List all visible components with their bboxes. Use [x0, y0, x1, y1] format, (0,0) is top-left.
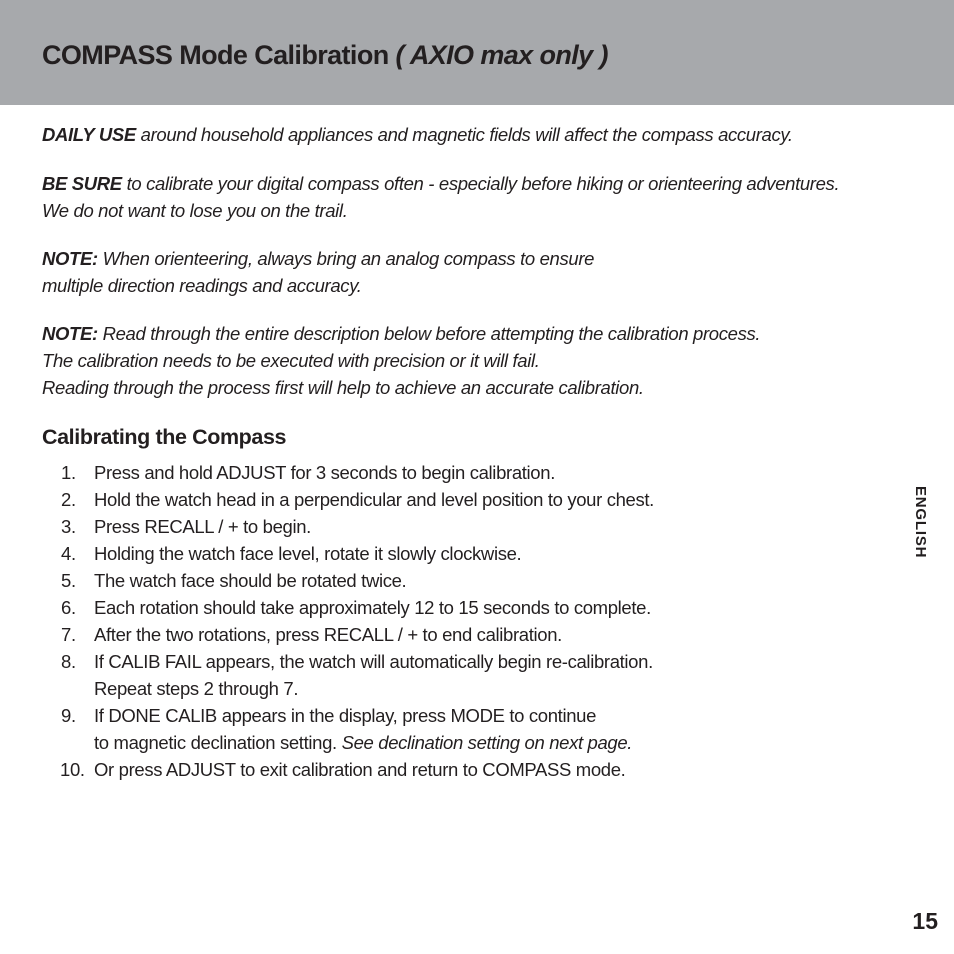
title-suffix: ( AXIO max only ): [395, 40, 608, 70]
paragraph-text: When orienteering, always bring an analog compass to ensure: [102, 248, 595, 269]
list-item: [42, 702, 654, 756]
paragraph-text: to calibrate your digital compass often - especially before hiking or orienteering adventures.: [126, 173, 840, 194]
page-title: [42, 40, 608, 71]
paragraph-text: Read through the entire description below before attempting the calibration process.: [102, 323, 761, 344]
step-number: 5.: [61, 570, 76, 591]
step-text: If CALIB FAIL appears, the watch will automatically begin re-calibration.: [94, 651, 653, 672]
step-text: If DONE CALIB appears in the display, press MODE to continue: [94, 705, 597, 726]
step-text: Repeat steps 2 through 7.: [94, 678, 299, 699]
paragraph-text: Reading through the process first will help to achieve an accurate calibration.: [42, 377, 644, 398]
list-item: [42, 648, 654, 702]
step-italic-reference: See declination setting on next page.: [341, 732, 633, 753]
paragraph-text: multiple direction readings and accuracy.: [42, 275, 362, 296]
step-text: Hold the watch head in a perpendicular and level position to your chest.: [94, 489, 654, 510]
paragraph-text: The calibration needs to be executed with precision or it will fail.: [42, 350, 540, 371]
step-number: 4.: [61, 543, 76, 564]
title-main: COMPASS Mode Calibration: [42, 40, 389, 70]
step-text: After the two rotations, press RECALL / + to end calibration.: [94, 624, 562, 645]
paragraph-note-analog: [42, 245, 594, 299]
step-text: to magnetic declination setting.: [94, 732, 337, 753]
list-item: [42, 540, 654, 567]
step-number: 9.: [61, 705, 76, 726]
paragraph-lead: BE SURE: [42, 173, 122, 194]
step-number: 7.: [61, 624, 76, 645]
step-text: Each rotation should take approximately 12 to 15 seconds to complete.: [94, 597, 651, 618]
step-number: 6.: [61, 597, 76, 618]
paragraph-note-read-through: [42, 320, 760, 401]
step-number: 8.: [61, 651, 76, 672]
paragraph-lead: DAILY USE: [42, 124, 136, 145]
paragraph-daily-use: [42, 121, 793, 148]
paragraph-lead: NOTE:: [42, 248, 98, 269]
paragraph-text: We do not want to lose you on the trail.: [42, 200, 348, 221]
paragraph-lead: NOTE:: [42, 323, 98, 344]
section-heading: Calibrating the Compass: [42, 425, 287, 449]
step-number: 3.: [61, 516, 76, 537]
step-text: Or press ADJUST to exit calibration and return to COMPASS mode.: [94, 759, 626, 780]
step-number: 1.: [61, 462, 76, 483]
list-item: [42, 756, 654, 783]
list-item: [42, 513, 654, 540]
step-text: The watch face should be rotated twice.: [94, 570, 407, 591]
step-text: Holding the watch face level, rotate it slowly clockwise.: [94, 543, 522, 564]
list-item: [42, 621, 654, 648]
page-number: 15: [912, 908, 938, 934]
step-number: 10.: [60, 759, 85, 780]
step-number: 2.: [61, 489, 76, 510]
calibration-steps-list: [42, 459, 654, 783]
list-item: [42, 567, 654, 594]
language-side-tab: ENGLISH: [912, 486, 929, 559]
step-text: Press and hold ADJUST for 3 seconds to begin calibration.: [94, 462, 555, 483]
step-text: Press RECALL / + to begin.: [94, 516, 311, 537]
list-item: [42, 459, 654, 486]
paragraph-be-sure: [42, 170, 839, 224]
list-item: [42, 594, 654, 621]
list-item: [42, 486, 654, 513]
paragraph-text: around household appliances and magnetic fields will affect the compass accuracy.: [140, 124, 793, 145]
